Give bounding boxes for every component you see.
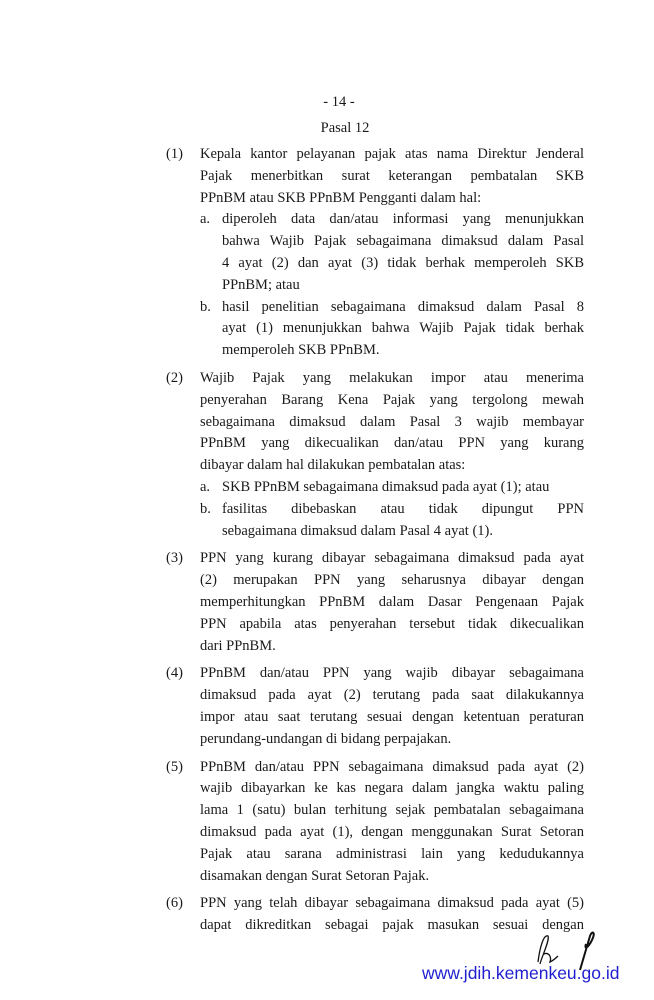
text-line: memperhitungkan PPnBM dalam Dasar Pengenaan Pajak bbox=[200, 593, 584, 610]
item-text bbox=[200, 893, 584, 937]
item-number: (1) bbox=[166, 146, 183, 162]
text-line: memperoleh SKB PPnBM. bbox=[222, 342, 380, 359]
text-line: dimaksud pada ayat (1), dengan menggunakan Surat Setoran bbox=[200, 823, 584, 840]
article-title: Pasal 12 bbox=[320, 120, 370, 136]
text-line: fasilitas dibebaskan atau tidak dipungut PPN bbox=[222, 500, 584, 517]
text-line: PPN yang kurang dibayar sebagaimana dimaksud pada ayat bbox=[200, 550, 584, 567]
sub-item bbox=[200, 297, 584, 362]
footer-url[interactable]: www.jdih.kemenkeu.go.id bbox=[422, 963, 620, 983]
text-line: Pajak atau sarana administrasi lain yang kedudukannya bbox=[200, 845, 584, 862]
item-text bbox=[200, 368, 584, 477]
text-line: sebagaimana dimaksud dalam Pasal 4 ayat (1). bbox=[222, 522, 493, 539]
item-text bbox=[200, 663, 584, 750]
text-line: PPnBM; atau bbox=[222, 276, 300, 293]
text-line: bahwa Wajib Pajak sebagaimana dimaksud dalam Pasal bbox=[222, 233, 584, 250]
text-line: 4 ayat (2) dan ayat (3) tidak berhak memperoleh SKB bbox=[222, 254, 584, 271]
sub-item-text bbox=[222, 209, 584, 296]
sub-item-letter: a. bbox=[200, 211, 211, 228]
article-body bbox=[166, 144, 584, 943]
text-line: diperoleh data dan/atau informasi yang menunjukkan bbox=[222, 211, 584, 228]
item-number: (3) bbox=[166, 550, 183, 567]
text-line: ayat (1) menunjukkan bahwa Wajib Pajak tidak berhak bbox=[222, 320, 584, 337]
text-line: disamakan dengan Surat Setoran Pajak. bbox=[200, 867, 430, 884]
sub-item-text bbox=[222, 499, 584, 543]
sub-item bbox=[200, 499, 584, 543]
sub-item-letter: a. bbox=[200, 478, 211, 495]
sub-item-letter: b. bbox=[200, 298, 211, 315]
text-line: PPnBM dan/atau PPN yang wajib dibayar sebagaimana bbox=[200, 665, 584, 682]
sub-item bbox=[200, 477, 584, 499]
text-line: dapat dikreditkan sebagai pajak masukan sesuai dengan bbox=[200, 917, 584, 934]
text-line: wajib dibayarkan ke kas negara dalam jangka waktu paling bbox=[200, 780, 584, 797]
text-line: Pajak menerbitkan surat keterangan pembatalan SKB bbox=[200, 167, 584, 184]
paragraph-item bbox=[166, 663, 584, 750]
text-line: hasil penelitian sebagaimana dimaksud dalam Pasal 8 bbox=[222, 298, 584, 315]
text-line: impor atau saat terutang sesuai dengan ketentuan peraturan bbox=[200, 708, 584, 725]
text-line: PPN yang telah dibayar sebagaimana dimaksud pada ayat (5) bbox=[200, 895, 584, 912]
paragraph-item bbox=[166, 757, 584, 888]
text-line: perundang-undangan di bidang perpajakan. bbox=[200, 730, 452, 747]
text-line: lama 1 (satu) bulan terhitung sejak pembatalan sebagaimana bbox=[200, 802, 584, 819]
text-line: Kepala kantor pelayanan pajak atas nama Direktur Jenderal bbox=[200, 146, 584, 162]
item-number: (2) bbox=[166, 369, 183, 386]
text-line: dari PPnBM. bbox=[200, 637, 276, 654]
paragraph-item bbox=[166, 548, 584, 657]
sub-item bbox=[200, 209, 584, 296]
text-line: SKB PPnBM sebagaimana dimaksud pada ayat (1); atau bbox=[222, 478, 550, 495]
sub-item-letter: b. bbox=[200, 500, 211, 517]
text-line: Wajib Pajak yang melakukan impor atau menerima bbox=[200, 369, 584, 386]
text-line: PPnBM dan/atau PPN sebagaimana dimaksud pada ayat (2) bbox=[200, 758, 584, 775]
sub-item-text bbox=[222, 297, 584, 362]
text-line: PPnBM yang dikecualikan dan/atau PPN yang kurang bbox=[200, 435, 584, 452]
text-line: sebagaimana dimaksud dalam Pasal 3 wajib membayar bbox=[200, 413, 584, 430]
text-line: dimaksud pada ayat (2) terutang pada saat dilakukannya bbox=[200, 687, 584, 704]
text-line: (2) merupakan PPN yang seharusnya dibayar dengan bbox=[200, 572, 584, 589]
paragraph-item bbox=[166, 893, 584, 937]
item-number: (6) bbox=[166, 895, 183, 912]
text-line: penyerahan Barang Kena Pajak yang tergolong mewah bbox=[200, 391, 584, 408]
text-line: PPN apabila atas penyerahan tersebut tidak dikecualikan bbox=[200, 615, 584, 632]
text-line: PPnBM atau SKB PPnBM Pengganti dalam hal: bbox=[200, 189, 482, 206]
sub-item-text bbox=[222, 477, 584, 499]
item-text bbox=[200, 548, 584, 657]
item-number: (5) bbox=[166, 758, 183, 775]
paragraph-item bbox=[166, 144, 584, 362]
text-line: dibayar dalam hal dilakukan pembatalan atas: bbox=[200, 457, 466, 474]
item-number: (4) bbox=[166, 665, 183, 682]
item-text bbox=[200, 144, 584, 209]
page-number: - 14 - bbox=[323, 94, 355, 110]
item-text bbox=[200, 757, 584, 888]
paragraph-item bbox=[166, 368, 584, 542]
